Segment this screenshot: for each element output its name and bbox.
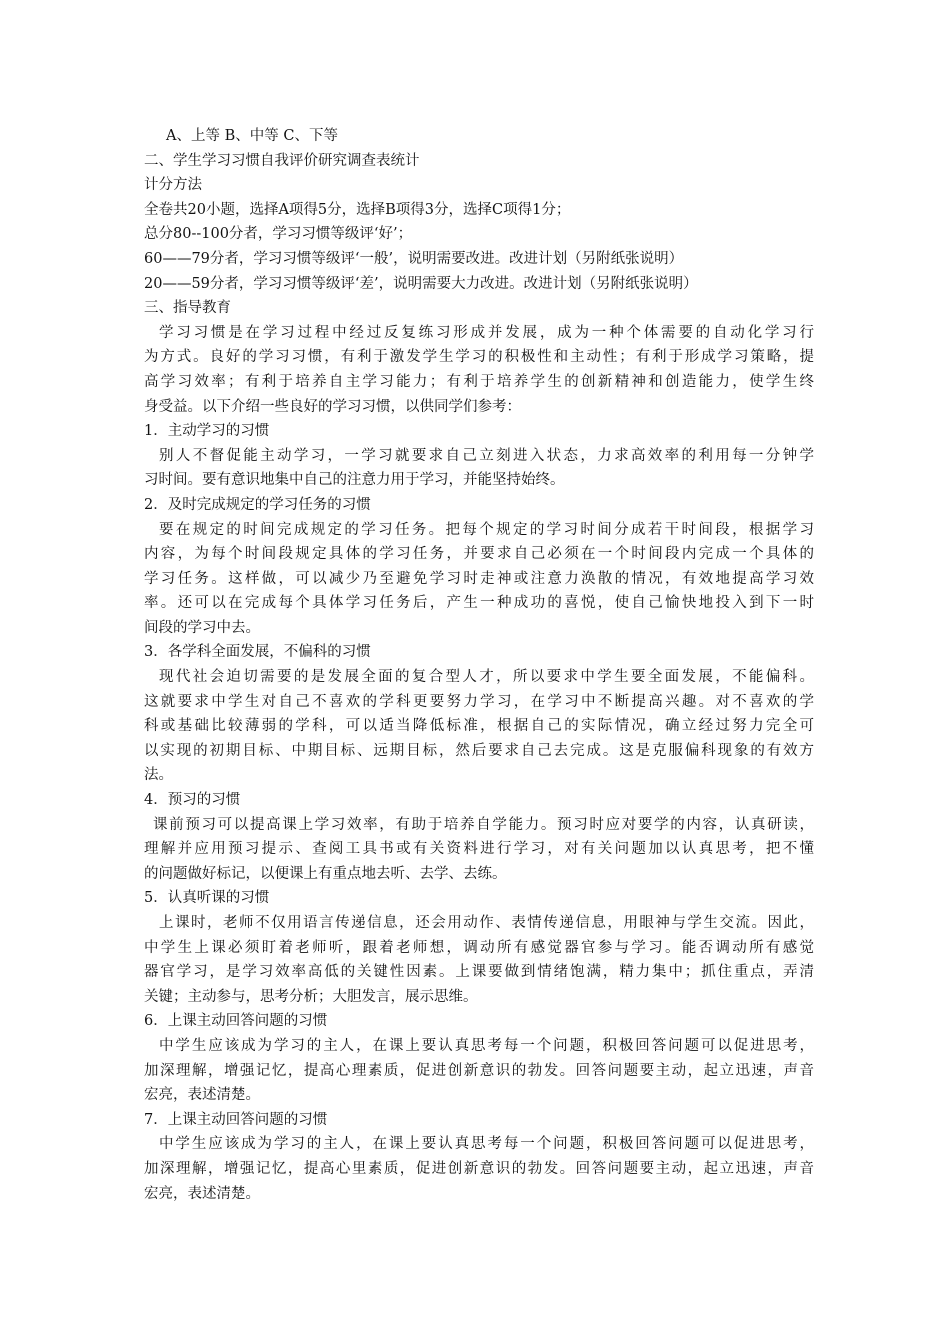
- text-line: 二、学生学习习惯自我评价研究调查表统计: [144, 152, 420, 169]
- text-line: 中学生应该成为学习的主人，在课上要认真思考每一个问题，积极回答问题可以促进思考，: [159, 1037, 814, 1054]
- text-line: 课前预习可以提高课上学习效率，有助于培养自学能力。预习时应对要学的内容，认真研读，: [153, 816, 814, 833]
- text-line: 加深理解，增强记忆，提高心理素质，促进创新意识的勃发。回答问题要主动，起立迅速，声音: [144, 1062, 814, 1079]
- text-line: 别人不督促能主动学习，一学习就要求自己立刻进入状态，力求高效率的利用每一分钟学: [159, 447, 814, 464]
- text-line: 科或基础比较薄弱的学科，可以适当降低标准，根据自己的实际情况，确立经过努力完全可: [144, 718, 814, 735]
- text-line: 率。还可以在完成每个具体学习任务后，产生一种成功的喜悦，使自己愉快地投入到下一时: [144, 595, 814, 612]
- text-line: 现代社会迫切需要的是发展全面的复合型人才，所以要求中学生要全面发展，不能偏科。: [159, 669, 814, 686]
- text-line: A、上等 B、中等 C、下等: [166, 128, 338, 144]
- text-line: 2．及时完成规定的学习任务的习惯: [144, 496, 371, 513]
- text-line: 要在规定的时间完成规定的学习任务。把每个规定的学习时间分成若干时间段，根据学习: [159, 521, 814, 538]
- text-line: 总分80--100分者，学习习惯等级评‘好’；: [144, 226, 413, 243]
- text-line: 全卷共20小题，选择A项得5分，选择B项得3分，选择C项得1分；: [144, 201, 571, 218]
- text-line: 3．各学科全面发展，不偏科的习惯: [144, 644, 371, 661]
- text-line: 4．预习的习惯: [144, 792, 241, 809]
- text-line: 身受益。以下介绍一些良好的学习习惯，以供同学们参考：: [144, 398, 521, 415]
- text-line: 内容，为每个时间段规定具体的学习任务，并要求自己必须在一个时间段内完成一个具体的: [144, 546, 814, 563]
- text-line: 法。: [144, 767, 173, 784]
- text-line: 中学生上课必须盯着老师听，跟着老师想，调动所有感觉器官参与学习。能否调动所有感觉: [144, 939, 814, 956]
- text-line: 器官学习，是学习效率高低的关键性因素。上课要做到情绪饱满，精力集中；抓住重点，弄清: [144, 964, 814, 981]
- text-line: 1．主动学习的习惯: [144, 423, 270, 440]
- text-line: 计分方法: [144, 177, 202, 194]
- text-line: 关键；主动参与，思考分析；大胆发言，展示思维。: [144, 988, 478, 1005]
- text-line: 学习习惯是在学习过程中经过反复练习形成并发展，成为一种个体需要的自动化学习行: [159, 324, 814, 341]
- text-line: 理解并应用预习提示、查阅工具书或有关资料进行学习，对有关问题加以认真思考，把不懂: [144, 841, 814, 858]
- text-line: 60——79分者，学习习惯等级评‘一般’，说明需要改进。改进计划（另附纸张说明）: [144, 250, 684, 267]
- text-line: 的问题做好标记，以便课上有重点地去听、去学、去练。: [144, 865, 507, 882]
- text-line: 加深理解，增强记忆，提高心里素质，促进创新意识的勃发。回答问题要主动，起立迅速，声音: [144, 1160, 814, 1177]
- text-line: 学习任务。这样做，可以减少乃至避免学习时走神或注意力涣散的情况，有效地提高学习效: [144, 570, 814, 587]
- text-line: 宏亮，表述清楚。: [144, 1185, 260, 1202]
- text-line: 三、指导教育: [144, 300, 231, 317]
- text-line: 上课时，老师不仅用语言传递信息，还会用动作、表情传递信息，用眼神与学生交流。因此，: [159, 915, 814, 931]
- text-line: 宏亮，表述清楚。: [144, 1087, 260, 1104]
- text-line: 以实现的初期目标、中期目标、远期目标，然后要求自己去完成。这是克服偏科现象的有效方: [144, 742, 814, 759]
- text-line: 高学习效率；有利于培养自主学习能力；有利于培养学生的创新精神和创造能力，使学生终: [144, 373, 814, 390]
- document-page: [144, 124, 814, 1206]
- text-line: 7．上课主动回答问题的习惯: [144, 1111, 328, 1128]
- text-line: 间段的学习中去。: [144, 619, 260, 636]
- text-line: 为方式。良好的学习习惯，有利于激发学生学习的积极性和主动性；有利于形成学习策略，提: [144, 349, 814, 366]
- text-line: 这就要求中学生对自己不喜欢的学科更要努力学习，在学习中不断提高兴趣。对不喜欢的学: [144, 693, 814, 710]
- text-line: 中学生应该成为学习的主人，在课上要认真思考每一个问题，积极回答问题可以促进思考，: [159, 1136, 814, 1153]
- text-line: 6．上课主动回答问题的习惯: [144, 1013, 328, 1030]
- text-line: 5．认真听课的习惯: [144, 890, 270, 907]
- text-line: 习时间。要有意识地集中自己的注意力用于学习，并能坚持始终。: [144, 472, 565, 489]
- text-line: 20——59分者，学习习惯等级评‘差’，说明需要大力改进。改进计划（另附纸张说明）: [144, 275, 698, 292]
